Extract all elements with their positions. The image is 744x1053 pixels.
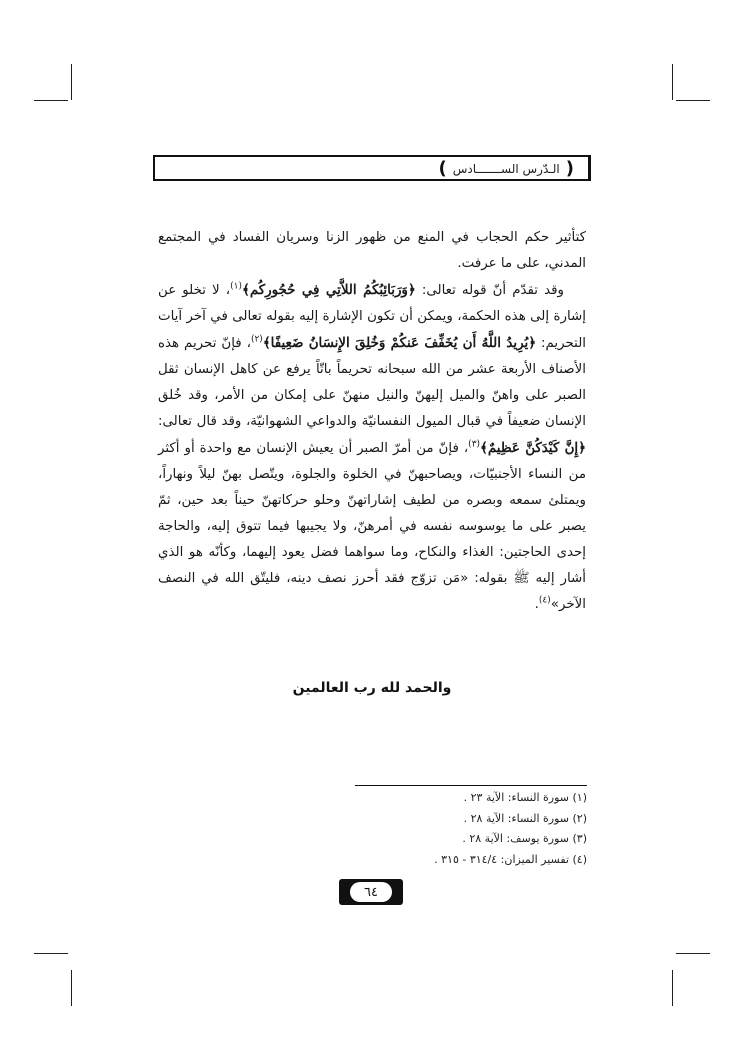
footnote-item: (٢) سورة النساء: الآية ٢٨ .	[463, 811, 587, 825]
text-run: ، فإنّ تحريم هذه الأصناف الأربعة عشر من الله سبحانه تحريماً باتّاً يرفع عن كاهل الإنسان ثقل الصبر على واهنّ والميل إليهنّ والنيل منهنّ على إمكان من الأمر، وقد خُلق الإنسان ضعيفاً في قبال الميول النفسانيّة والدواعي الشهوانيّة، وقد قال تعالى:	[158, 336, 586, 429]
crop-mark	[34, 100, 68, 101]
footnote-ref[interactable]: (١)	[230, 281, 242, 292]
header-label	[435, 159, 578, 179]
crop-mark	[676, 953, 710, 954]
page-number: ٦٤	[350, 882, 392, 902]
text-run: وقد تقدّم أنّ قوله تعالى:	[415, 283, 564, 298]
crop-mark	[34, 953, 68, 954]
footnote-item: (١) سورة النساء: الآية ٢٣ .	[463, 791, 587, 804]
quran-verse: ﴿يُرِيدُ اللَّهُ أَن يُخَفِّفَ عَنكُمْ وَخُلِقَ الإِنسَانُ ضَعِيفًا﴾	[262, 335, 537, 351]
text-run: ، فإنّ من أمرّ الصبر أن يعيش الإنسان مع واحدة أو أكثر من النساء الأجنبيّات، ويصاحبهنّ في الخلوة والجلوة، ويتّصل بهنّ ليلاً ونهاراً، ويمتلئ سمعه وبصره من لطيف إشاراتهنّ وحلو حركاتهنّ حيناً بعد حين، ثمّ يصبر على ما يوسوسه نفسه في أمرهنّ، ولا يجيبها فيما تتوق إليه، والحاجة إحدى الحاجتين: الغذاء والنكاح، وما سواهما فضل يعود إليهما، وكأنّه هو الذي أشار إليه ﷺ بقوله: «مَن تزوّج فقد أحرز نصف دينه، فليتّق الله في النصف الآخر»	[158, 441, 586, 612]
text-run: .	[534, 597, 539, 612]
paragraph-1: كتأثير حكم الحجاب في المنع من ظهور الزنا وسريان الفساد في المجتمع المدني، على ما عرفت.	[158, 230, 586, 271]
bracket-close-icon: )	[438, 158, 447, 179]
main-text	[158, 225, 586, 618]
footnote-ref[interactable]: (٤)	[538, 595, 551, 606]
footnote-ref[interactable]: (٢)	[250, 334, 263, 345]
running-header	[153, 155, 591, 181]
header-title: الـدّرس الســـــــادس	[452, 162, 560, 176]
footnotes	[355, 788, 587, 870]
crop-mark	[71, 970, 72, 1006]
crop-mark	[676, 100, 710, 101]
quran-verse: ﴿وَرَبَائِبُكُمُ اللاَّتِي فِي حُجُورِكُم﴾	[241, 282, 416, 298]
crop-mark	[672, 64, 673, 100]
footnote-item: (٣) سورة يوسف: الآية ٢٨ .	[462, 832, 587, 845]
paragraph-2	[158, 277, 586, 618]
bracket-open-icon: (	[565, 158, 574, 179]
quran-verse: ﴿إِنَّ كَيْدَكُنَّ عَظِيمٌ﴾	[480, 440, 586, 456]
page-number-badge	[339, 879, 403, 905]
text-run: ، لا تخلو عن إشارة إلى هذه الحكمة، ويمكن أن تكون الإشارة إليه بقوله تعالى في آخر آيات التحريم:	[158, 283, 586, 351]
footnote-divider	[355, 785, 587, 786]
crop-mark	[71, 64, 72, 100]
closing-line: والحمد لله رب العالمين	[292, 680, 452, 696]
crop-mark	[672, 970, 673, 1006]
footnote-ref[interactable]: (٣)	[468, 439, 481, 450]
footnote-item: (٤) تفسير الميزان: ٣١٤/٤ - ٣١٥ .	[434, 852, 587, 866]
